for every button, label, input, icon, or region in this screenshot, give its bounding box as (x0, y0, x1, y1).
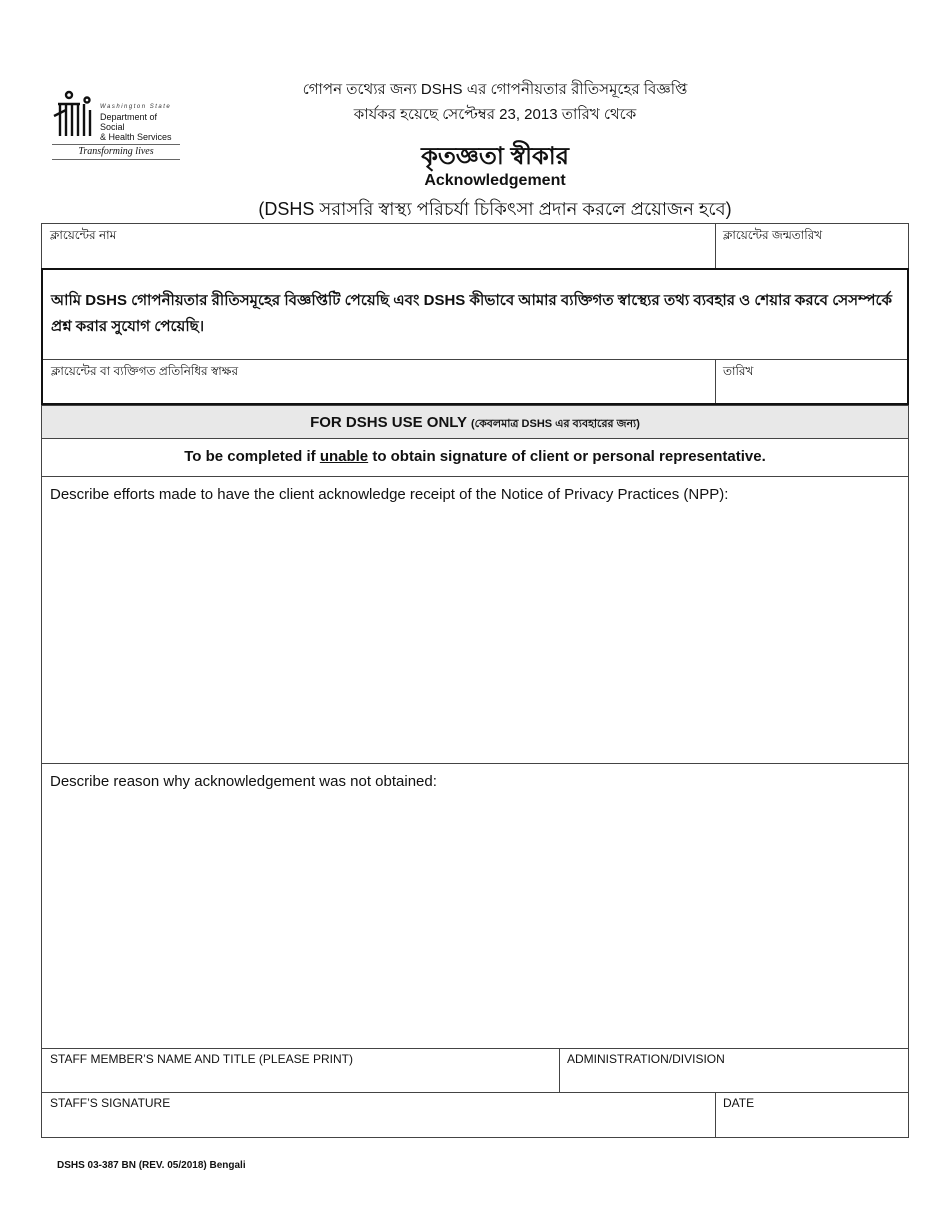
page-subtitle: (DSHS সরাসরি স্বাস্থ্য পরিচর্যা চিকিৎসা প্রদান করলে প্রয়োজন হবে) (258, 199, 732, 219)
dshs-logo (52, 88, 182, 162)
instruction-pre: To be completed if (184, 448, 320, 465)
header-line1: গোপন তথ্যের জন্য DSHS এর গোপনীয়তার রীতিসমূহের বিজ্ঞপ্তি (302, 81, 688, 98)
acknowledgement-box (41, 268, 909, 405)
client-info-row (41, 223, 909, 270)
page-title-english: Acknowledgement (424, 172, 566, 189)
divider (559, 1049, 560, 1092)
dshs-logo-icon (52, 90, 96, 138)
header-line2: কার্যকর হয়েছে সেপ্টেম্বর 23, 2013 তারিখ থেকে (353, 106, 637, 123)
instruction-post: to obtain signature of client or personal representative. (368, 448, 766, 465)
logo-text (100, 102, 182, 142)
completion-instruction (41, 438, 909, 477)
efforts-label: Describe efforts made to have the client acknowledge receipt of the Notice of Privacy Practices (NPP): (50, 486, 729, 503)
client-dob-field[interactable]: ক্লায়েন্টের জন্মতারিখ (723, 228, 823, 242)
form-id: DSHS 03-387 BN (REV. 05/2018) Bengali (57, 1160, 246, 1171)
dshs-use-title-bengali: (কেবলমাত্র DSHS এর ব্যবহারের জন্য) (470, 418, 640, 430)
divider (715, 1093, 716, 1137)
dshs-use-title: FOR DSHS USE ONLY (310, 414, 467, 431)
staff-signature-field[interactable]: STAFF’S SIGNATURE (50, 1096, 171, 1110)
logo-line1: Department of Social (100, 112, 158, 132)
logo-tagline: Transforming lives (52, 144, 180, 160)
staff-signature-row (41, 1092, 909, 1138)
reason-description-field[interactable] (41, 763, 909, 1049)
client-signature-row (43, 359, 907, 403)
staff-name-field[interactable]: STAFF MEMBER’S NAME AND TITLE (PLEASE PRINT) (50, 1052, 353, 1066)
page-title-bengali: কৃতজ্ঞতা স্বীকার (421, 143, 569, 170)
instruction-underlined: unable (319, 448, 369, 465)
efforts-description-field[interactable] (41, 476, 909, 764)
client-name-field[interactable]: ক্লায়েন্টের নাম (50, 228, 117, 242)
staff-date-field[interactable]: DATE (723, 1096, 755, 1110)
logo-line2: & Health Services (100, 132, 172, 142)
dshs-use-only-header (41, 405, 909, 439)
staff-info-row (41, 1048, 909, 1093)
acknowledgement-statement: আমি DSHS গোপনীয়তার রীতিসমূহের বিজ্ঞপ্তিটি পেয়েছি এবং DSHS কীভাবে আমার ব্যক্তিগত স্বাস্থ্যের তথ্য ব্যবহার ও শেয়ার করবে সেসম্পর্কে প্রশ্ন করার সুযোগ পেয়েছি। (51, 292, 892, 335)
client-signature-field[interactable]: ক্লায়েন্টের বা ব্যক্তিগত প্রতিনিধির স্বাক্ষর (51, 364, 239, 378)
client-date-field[interactable]: তারিখ (723, 364, 754, 378)
logo-state: Washington State (100, 104, 172, 110)
administration-division-field[interactable]: ADMINISTRATION/DIVISION (567, 1052, 725, 1066)
divider (715, 224, 716, 269)
reason-label: Describe reason why acknowledgement was not obtained: (50, 773, 437, 790)
divider (715, 360, 716, 403)
